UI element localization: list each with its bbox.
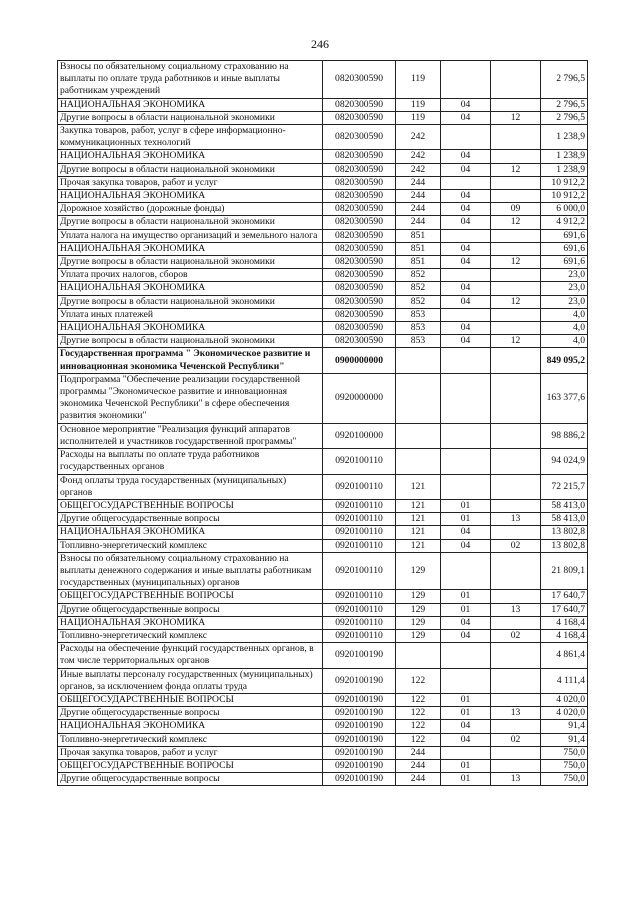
amount: 4 020,0	[541, 693, 588, 706]
section	[441, 269, 491, 282]
section: 01	[441, 513, 491, 526]
amount: 849 095,2	[541, 348, 588, 373]
table-row	[58, 643, 588, 668]
amount: 98 886,2	[541, 423, 588, 448]
row-name: Другие вопросы в области национальной экономики	[58, 335, 323, 348]
section: 01	[441, 693, 491, 706]
target-code: 0920100190	[323, 773, 396, 786]
table-row	[58, 98, 588, 111]
subsection	[491, 229, 541, 242]
expense-type: 852	[396, 295, 441, 308]
subsection	[491, 449, 541, 474]
amount: 23,0	[541, 269, 588, 282]
target-code: 0820300590	[323, 61, 396, 99]
expense-type: 122	[396, 668, 441, 693]
amount: 91,4	[541, 720, 588, 733]
amount: 2 796,5	[541, 111, 588, 124]
table-row	[58, 269, 588, 282]
subsection	[491, 526, 541, 539]
subsection	[491, 746, 541, 759]
section: 01	[441, 759, 491, 772]
subsection	[491, 61, 541, 99]
target-code: 0920100110	[323, 552, 396, 590]
expense-type: 853	[396, 308, 441, 321]
row-name: Другие вопросы в области национальной экономики	[58, 111, 323, 124]
subsection	[491, 759, 541, 772]
subsection: 13	[491, 603, 541, 616]
table-row	[58, 348, 588, 373]
amount: 163 377,6	[541, 373, 588, 423]
target-code: 0920100110	[323, 449, 396, 474]
table-row	[58, 163, 588, 176]
table-row	[58, 216, 588, 229]
table-row	[58, 539, 588, 552]
subsection	[491, 499, 541, 512]
subsection	[491, 269, 541, 282]
row-name: НАЦИОНАЛЬНАЯ ЭКОНОМИКА	[58, 98, 323, 111]
target-code: 0820300590	[323, 216, 396, 229]
subsection: 02	[491, 733, 541, 746]
amount: 750,0	[541, 773, 588, 786]
target-code: 0820300590	[323, 203, 396, 216]
section	[441, 423, 491, 448]
expense-type: 122	[396, 733, 441, 746]
target-code: 0920100190	[323, 643, 396, 668]
section	[441, 474, 491, 499]
row-name: Прочая закупка товаров, работ и услуг	[58, 746, 323, 759]
table-row	[58, 616, 588, 629]
subsection: 12	[491, 216, 541, 229]
target-code: 0920100190	[323, 693, 396, 706]
row-name: Топливно-энергетический комплекс	[58, 539, 323, 552]
row-name: НАЦИОНАЛЬНАЯ ЭКОНОМИКА	[58, 526, 323, 539]
row-name: НАЦИОНАЛЬНАЯ ЭКОНОМИКА	[58, 150, 323, 163]
section	[441, 61, 491, 99]
target-code: 0820300590	[323, 176, 396, 189]
subsection: 13	[491, 513, 541, 526]
section: 04	[441, 203, 491, 216]
subsection: 12	[491, 335, 541, 348]
expense-type: 244	[396, 190, 441, 203]
expense-type: 851	[396, 242, 441, 255]
expense-type: 852	[396, 282, 441, 295]
table-row	[58, 111, 588, 124]
subsection	[491, 474, 541, 499]
target-code: 0920000000	[323, 373, 396, 423]
target-code: 0820300590	[323, 269, 396, 282]
target-code: 0920100110	[323, 603, 396, 616]
section: 04	[441, 526, 491, 539]
row-name: Другие вопросы в области национальной экономики	[58, 295, 323, 308]
table-row	[58, 759, 588, 772]
section: 04	[441, 322, 491, 335]
row-name: ОБЩЕГОСУДАРСТВЕННЫЕ ВОПРОСЫ	[58, 590, 323, 603]
row-name: ОБЩЕГОСУДАРСТВЕННЫЕ ВОПРОСЫ	[58, 499, 323, 512]
section: 04	[441, 335, 491, 348]
expense-type: 121	[396, 526, 441, 539]
table-row	[58, 499, 588, 512]
section	[441, 229, 491, 242]
row-name: Другие общегосударственные вопросы	[58, 707, 323, 720]
subsection	[491, 616, 541, 629]
row-name: Топливно-энергетический комплекс	[58, 733, 323, 746]
row-name: Другие вопросы в области национальной экономики	[58, 216, 323, 229]
table-row	[58, 373, 588, 423]
amount: 4 111,4	[541, 668, 588, 693]
amount: 6 000,0	[541, 203, 588, 216]
expense-type: 851	[396, 256, 441, 269]
subsection: 09	[491, 203, 541, 216]
subsection	[491, 720, 541, 733]
expense-type: 122	[396, 707, 441, 720]
amount: 4,0	[541, 322, 588, 335]
table-row	[58, 242, 588, 255]
section: 04	[441, 98, 491, 111]
target-code: 0920100110	[323, 513, 396, 526]
table-row	[58, 256, 588, 269]
table-row	[58, 474, 588, 499]
expense-type: 121	[396, 474, 441, 499]
expense-type: 129	[396, 616, 441, 629]
table-row	[58, 335, 588, 348]
amount: 750,0	[541, 759, 588, 772]
target-code: 0820300590	[323, 322, 396, 335]
amount: 691,6	[541, 242, 588, 255]
expense-type: 852	[396, 269, 441, 282]
target-code: 0900000000	[323, 348, 396, 373]
section: 04	[441, 733, 491, 746]
row-name: Государственная программа " Экономическое развитие и инновационная экономика Чеченской Республики"	[58, 348, 323, 373]
target-code: 0820300590	[323, 242, 396, 255]
target-code: 0920100110	[323, 629, 396, 642]
amount: 1 238,9	[541, 125, 588, 150]
section: 01	[441, 773, 491, 786]
table-row	[58, 773, 588, 786]
section: 04	[441, 111, 491, 124]
expense-type: 242	[396, 163, 441, 176]
amount: 10 912,2	[541, 176, 588, 189]
table-row	[58, 526, 588, 539]
section: 04	[441, 256, 491, 269]
amount: 1 238,9	[541, 150, 588, 163]
target-code: 0820300590	[323, 98, 396, 111]
row-name: Уплата иных платежей	[58, 308, 323, 321]
row-name: Другие вопросы в области национальной экономики	[58, 256, 323, 269]
subsection: 12	[491, 111, 541, 124]
target-code: 0920100190	[323, 668, 396, 693]
section: 01	[441, 603, 491, 616]
amount: 4 861,4	[541, 643, 588, 668]
expense-type: 244	[396, 759, 441, 772]
row-name: Основное мероприятие "Реализация функций аппаратов исполнителей и участников государственной программы"	[58, 423, 323, 448]
table-row	[58, 693, 588, 706]
subsection: 12	[491, 256, 541, 269]
target-code: 0920100110	[323, 539, 396, 552]
expense-type: 853	[396, 322, 441, 335]
target-code: 0820300590	[323, 229, 396, 242]
target-code: 0920100110	[323, 499, 396, 512]
subsection	[491, 373, 541, 423]
table-row	[58, 322, 588, 335]
row-name: ОБЩЕГОСУДАРСТВЕННЫЕ ВОПРОСЫ	[58, 759, 323, 772]
section	[441, 746, 491, 759]
subsection: 02	[491, 539, 541, 552]
amount: 10 912,2	[541, 190, 588, 203]
expense-type	[396, 449, 441, 474]
table-row	[58, 629, 588, 642]
table-row	[58, 513, 588, 526]
target-code: 0820300590	[323, 163, 396, 176]
target-code: 0820300590	[323, 256, 396, 269]
subsection: 12	[491, 163, 541, 176]
row-name: Уплата налога на имущество организаций и земельного налога	[58, 229, 323, 242]
amount: 58 413,0	[541, 499, 588, 512]
expense-type	[396, 423, 441, 448]
amount: 13 802,8	[541, 526, 588, 539]
row-name: Дорожное хозяйство (дорожные фонды)	[58, 203, 323, 216]
row-name: ОБЩЕГОСУДАРСТВЕННЫЕ ВОПРОСЫ	[58, 693, 323, 706]
amount: 2 796,5	[541, 61, 588, 99]
expense-type: 129	[396, 629, 441, 642]
row-name: Подпрограмма "Обеспечение реализации государственной программы "Экономическое развитие и инновационная экономика Чеченской Республики" в сфере обеспечения развития экономики"	[58, 373, 323, 423]
expense-type: 244	[396, 746, 441, 759]
section	[441, 308, 491, 321]
row-name: Другие общегосударственные вопросы	[58, 603, 323, 616]
section: 04	[441, 295, 491, 308]
row-name: Другие общегосударственные вопросы	[58, 773, 323, 786]
subsection	[491, 348, 541, 373]
page-number: 246	[311, 37, 329, 51]
subsection	[491, 176, 541, 189]
expense-type: 242	[396, 150, 441, 163]
expense-type	[396, 373, 441, 423]
amount: 4 168,4	[541, 629, 588, 642]
target-code: 0920100110	[323, 616, 396, 629]
amount: 91,4	[541, 733, 588, 746]
row-name: Расходы на выплаты по оплате труда работников государственных органов	[58, 449, 323, 474]
row-name: Другие общегосударственные вопросы	[58, 513, 323, 526]
table-row	[58, 603, 588, 616]
row-name: Закупка товаров, работ, услуг в сфере информационно-коммуникационных технологий	[58, 125, 323, 150]
row-name: Иные выплаты персоналу государственных (муниципальных) органов, за исключением фонда оплаты труда	[58, 668, 323, 693]
table-row	[58, 295, 588, 308]
subsection	[491, 190, 541, 203]
target-code: 0920100190	[323, 707, 396, 720]
amount: 4,0	[541, 335, 588, 348]
section	[441, 348, 491, 373]
section: 01	[441, 590, 491, 603]
table-row	[58, 746, 588, 759]
subsection	[491, 643, 541, 668]
subsection	[491, 125, 541, 150]
expense-type	[396, 348, 441, 373]
subsection	[491, 150, 541, 163]
section: 04	[441, 190, 491, 203]
expense-type: 121	[396, 539, 441, 552]
subsection	[491, 98, 541, 111]
section: 04	[441, 242, 491, 255]
subsection	[491, 590, 541, 603]
section: 01	[441, 499, 491, 512]
target-code: 0820300590	[323, 282, 396, 295]
row-name: Взносы по обязательному социальному страхованию на выплаты по оплате труда работников и иные выплаты работникам учреждений	[58, 61, 323, 99]
table-row	[58, 150, 588, 163]
expense-type: 244	[396, 203, 441, 216]
amount: 4,0	[541, 308, 588, 321]
section	[441, 176, 491, 189]
section: 01	[441, 707, 491, 720]
amount: 23,0	[541, 282, 588, 295]
expense-type	[396, 643, 441, 668]
section: 04	[441, 216, 491, 229]
section: 04	[441, 163, 491, 176]
table-row	[58, 720, 588, 733]
table-row	[58, 229, 588, 242]
target-code: 0920100190	[323, 733, 396, 746]
table-row	[58, 449, 588, 474]
target-code: 0920100110	[323, 590, 396, 603]
amount: 21 809,1	[541, 552, 588, 590]
section: 04	[441, 720, 491, 733]
amount: 691,6	[541, 229, 588, 242]
subsection	[491, 668, 541, 693]
amount: 17 640,7	[541, 603, 588, 616]
expense-type: 853	[396, 335, 441, 348]
target-code: 0820300590	[323, 295, 396, 308]
table-row	[58, 176, 588, 189]
row-name: Топливно-энергетический комплекс	[58, 629, 323, 642]
expense-type: 121	[396, 499, 441, 512]
table-row	[58, 707, 588, 720]
row-name: НАЦИОНАЛЬНАЯ ЭКОНОМИКА	[58, 190, 323, 203]
expense-type: 242	[396, 125, 441, 150]
target-code: 0820300590	[323, 111, 396, 124]
expense-type: 244	[396, 176, 441, 189]
table-row	[58, 733, 588, 746]
expense-type: 119	[396, 111, 441, 124]
amount: 4 168,4	[541, 616, 588, 629]
expense-type: 244	[396, 216, 441, 229]
subsection: 13	[491, 707, 541, 720]
row-name: НАЦИОНАЛЬНАЯ ЭКОНОМИКА	[58, 322, 323, 335]
table-row	[58, 590, 588, 603]
section	[441, 552, 491, 590]
amount: 750,0	[541, 746, 588, 759]
expense-type: 122	[396, 693, 441, 706]
amount: 1 238,9	[541, 163, 588, 176]
amount: 691,6	[541, 256, 588, 269]
amount: 2 796,5	[541, 98, 588, 111]
subsection	[491, 693, 541, 706]
subsection	[491, 242, 541, 255]
section	[441, 668, 491, 693]
row-name: НАЦИОНАЛЬНАЯ ЭКОНОМИКА	[58, 720, 323, 733]
expense-type: 244	[396, 773, 441, 786]
row-name: Расходы на обеспечение функций государственных органов, в том числе территориальных органов	[58, 643, 323, 668]
table-row	[58, 668, 588, 693]
subsection	[491, 552, 541, 590]
target-code: 0820300590	[323, 125, 396, 150]
subsection	[491, 308, 541, 321]
subsection: 12	[491, 295, 541, 308]
subsection: 13	[491, 773, 541, 786]
expense-type: 119	[396, 98, 441, 111]
table-row	[58, 423, 588, 448]
target-code: 0920100190	[323, 720, 396, 733]
expense-type: 129	[396, 552, 441, 590]
section	[441, 125, 491, 150]
row-name: Фонд оплаты труда государственных (муниципальных) органов	[58, 474, 323, 499]
row-name: Взносы по обязательному социальному страхованию на выплаты денежного содержания и иные выплаты работникам государственных (муниципальных) органов	[58, 552, 323, 590]
row-name: Другие вопросы в области национальной экономики	[58, 163, 323, 176]
table-row	[58, 203, 588, 216]
subsection: 02	[491, 629, 541, 642]
target-code: 0820300590	[323, 190, 396, 203]
section: 04	[441, 150, 491, 163]
expense-type: 121	[396, 513, 441, 526]
expense-type: 129	[396, 603, 441, 616]
amount: 17 640,7	[541, 590, 588, 603]
target-code: 0920100110	[323, 526, 396, 539]
amount: 58 413,0	[541, 513, 588, 526]
subsection	[491, 282, 541, 295]
row-name: Уплата прочих налогов, сборов	[58, 269, 323, 282]
target-code: 0920100110	[323, 474, 396, 499]
section: 04	[441, 616, 491, 629]
table-row	[58, 190, 588, 203]
row-name: НАЦИОНАЛЬНАЯ ЭКОНОМИКА	[58, 616, 323, 629]
table-row	[58, 308, 588, 321]
expense-type: 851	[396, 229, 441, 242]
target-code: 0920100000	[323, 423, 396, 448]
subsection	[491, 423, 541, 448]
section	[441, 449, 491, 474]
section	[441, 373, 491, 423]
table-row	[58, 125, 588, 150]
expense-type: 122	[396, 720, 441, 733]
row-name: НАЦИОНАЛЬНАЯ ЭКОНОМИКА	[58, 242, 323, 255]
budget-table	[57, 60, 588, 786]
amount: 23,0	[541, 295, 588, 308]
table-row	[58, 282, 588, 295]
amount: 72 215,7	[541, 474, 588, 499]
subsection	[491, 322, 541, 335]
amount: 13 802,8	[541, 539, 588, 552]
amount: 94 024,9	[541, 449, 588, 474]
amount: 4 912,2	[541, 216, 588, 229]
expense-type: 119	[396, 61, 441, 99]
section	[441, 643, 491, 668]
row-name: НАЦИОНАЛЬНАЯ ЭКОНОМИКА	[58, 282, 323, 295]
section: 04	[441, 539, 491, 552]
target-code: 0820300590	[323, 335, 396, 348]
expense-type: 129	[396, 590, 441, 603]
target-code: 0820300590	[323, 150, 396, 163]
target-code: 0920100190	[323, 759, 396, 772]
section: 04	[441, 629, 491, 642]
target-code: 0920100190	[323, 746, 396, 759]
amount: 4 020,0	[541, 707, 588, 720]
table-row	[58, 552, 588, 590]
table-row	[58, 61, 588, 99]
target-code: 0820300590	[323, 308, 396, 321]
section: 04	[441, 282, 491, 295]
row-name: Прочая закупка товаров, работ и услуг	[58, 176, 323, 189]
